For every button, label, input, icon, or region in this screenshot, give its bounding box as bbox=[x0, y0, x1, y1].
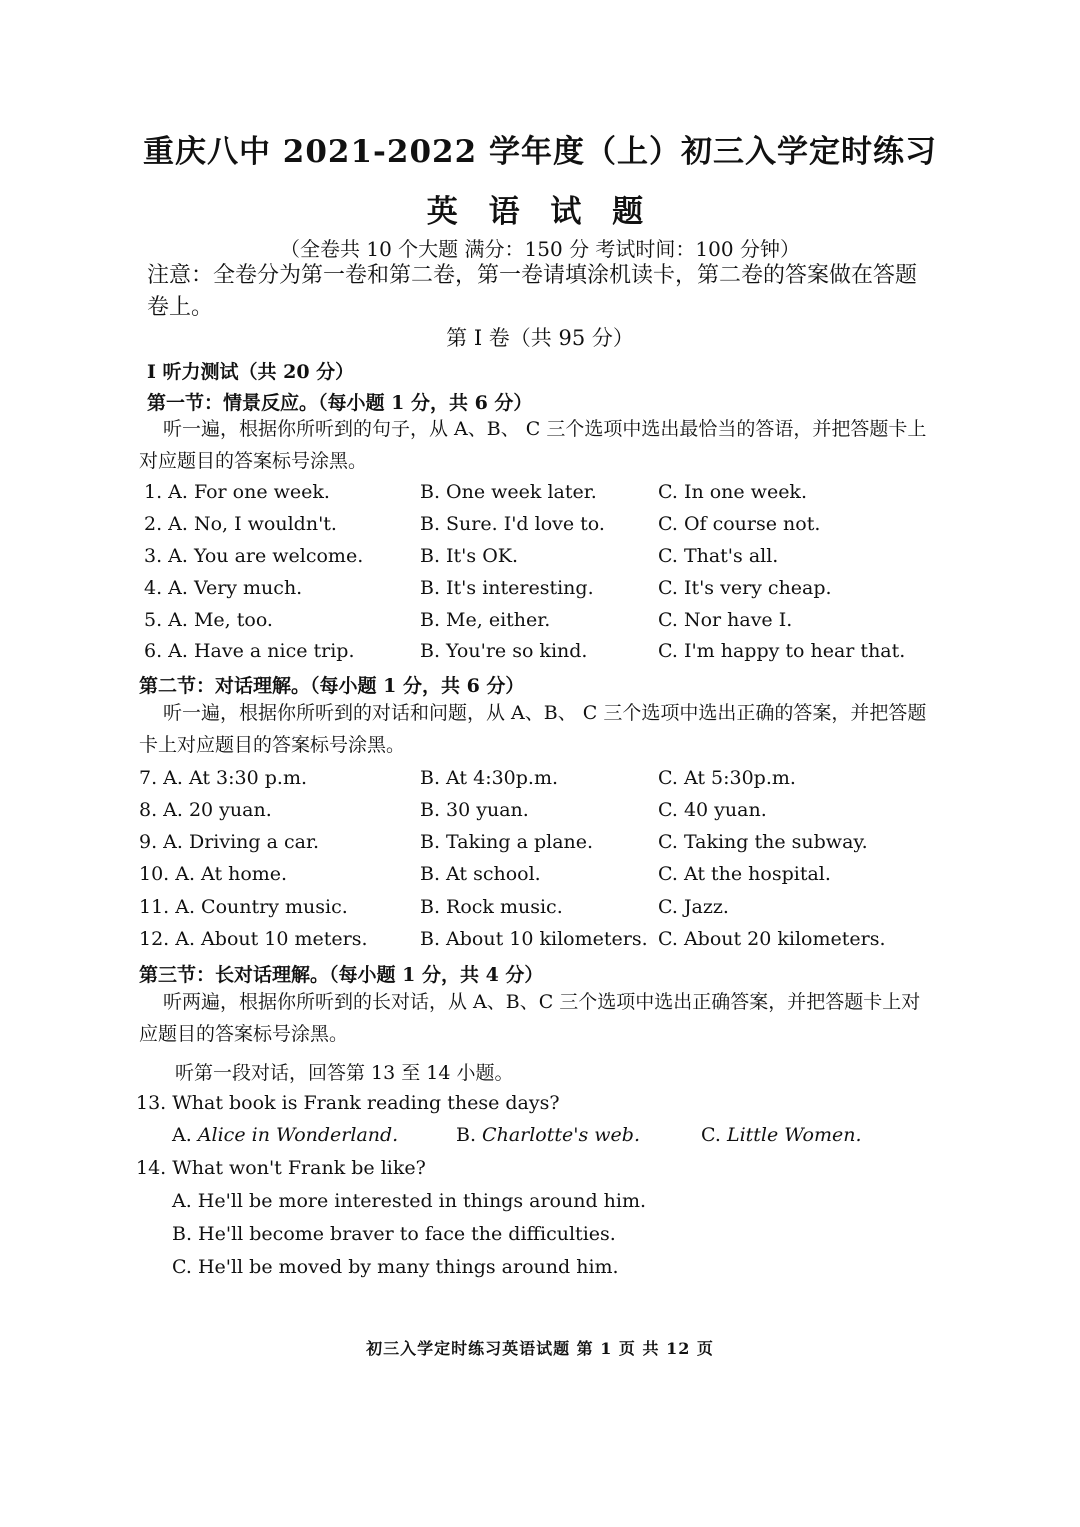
question-option: C. Jazz. bbox=[658, 896, 729, 918]
option-letter: B. bbox=[456, 1124, 483, 1146]
question-option: B. It's OK. bbox=[420, 545, 519, 567]
exam-title: 重庆八中 2021-2022 学年度（上）初三入学定时练习 bbox=[142, 134, 937, 170]
question-option: 8. A. 20 yuan. bbox=[139, 799, 272, 821]
question-option: 10. A. At home. bbox=[139, 863, 288, 885]
question-option: C. About 20 kilometers. bbox=[658, 928, 886, 950]
question-option bbox=[172, 1124, 398, 1146]
sec3-heading: 第三节：长对话理解。（每小题 1 分，共 4 分） bbox=[139, 964, 544, 986]
question-option: C. Of course not. bbox=[658, 513, 821, 535]
section-listening-heading: I 听力测试（共 20 分） bbox=[147, 361, 355, 383]
question-option bbox=[456, 1124, 640, 1146]
question-option: A. He'll be more interested in things around him. bbox=[172, 1190, 647, 1212]
book-title: Little Women. bbox=[726, 1124, 862, 1146]
question-option: B. About 10 kilometers. bbox=[420, 928, 648, 950]
question-option: C. At the hospital. bbox=[658, 863, 831, 885]
sec3-instruction: 听两遍，根据你所听到的长对话，从 A、B、C 三个选项中选出正确答案，并把答题卡上对应题目的答案标号涂黑。 bbox=[139, 991, 921, 1045]
option-letter: A. bbox=[172, 1124, 198, 1146]
question-option: C. 40 yuan. bbox=[658, 799, 767, 821]
question-option: C. Nor have I. bbox=[658, 609, 793, 631]
sec2-instruction: 听一遍，根据你所听到的对话和问题，从 A、B、 C 三个选项中选出正确的答案，并把答题卡上对应题目的答案标号涂黑。 bbox=[139, 702, 927, 756]
question-option: 7. A. At 3:30 p.m. bbox=[139, 767, 307, 789]
question-option: 9. A. Driving a car. bbox=[139, 831, 319, 853]
question-option: B. It's interesting. bbox=[420, 577, 594, 599]
question-option: 3. A. You are welcome. bbox=[144, 545, 364, 567]
question-option: C. At 5:30p.m. bbox=[658, 767, 796, 789]
question-option: C. Taking the subway. bbox=[658, 831, 868, 853]
question-option: 2. A. No, I wouldn't. bbox=[144, 513, 337, 535]
page-footer: 初三入学定时练习英语试题 第 1 页 共 12 页 bbox=[366, 1339, 714, 1358]
question-13-stem: 13. What book is Frank reading these days? bbox=[136, 1092, 560, 1114]
question-option: B. At 4:30p.m. bbox=[420, 767, 559, 789]
question-option bbox=[701, 1124, 862, 1146]
question-option: C. In one week. bbox=[658, 481, 807, 503]
option-letter: C. bbox=[701, 1124, 727, 1146]
book-title: Charlotte's web. bbox=[482, 1124, 640, 1146]
exam-note: 注意：全卷分为第一卷和第二卷，第一卷请填涂机读卡，第二卷的答案做在答题卷上。 bbox=[147, 263, 918, 320]
book-title: Alice in Wonderland. bbox=[197, 1124, 399, 1146]
part-title: 第 I 卷（共 95 分） bbox=[446, 326, 634, 350]
question-option: C. I'm happy to hear that. bbox=[658, 640, 906, 662]
exam-info: （全卷共 10 个大题 满分：150 分 考试时间：100 分钟） bbox=[280, 237, 800, 261]
exam-subtitle: 英 语 试 题 bbox=[426, 194, 654, 230]
question-option: B. Sure. I'd love to. bbox=[420, 513, 605, 535]
question-option: C. He'll be moved by many things around him. bbox=[172, 1256, 619, 1278]
question-option: 11. A. Country music. bbox=[139, 896, 348, 918]
question-option: 5. A. Me, too. bbox=[144, 609, 273, 631]
question-option: B. Me, either. bbox=[420, 609, 551, 631]
question-option: 1. A. For one week. bbox=[144, 481, 330, 503]
sec1-heading: 第一节：情景反应。（每小题 1 分，共 6 分） bbox=[147, 392, 533, 414]
question-option: B. One week later. bbox=[420, 481, 597, 503]
question-option: C. That's all. bbox=[658, 545, 779, 567]
question-option: B. Rock music. bbox=[420, 896, 563, 918]
sec1-instruction: 听一遍，根据你所听到的句子，从 A、B、 C 三个选项中选出最恰当的答语，并把答题卡上对应题目的答案标号涂黑。 bbox=[139, 418, 927, 472]
question-option: B. Taking a plane. bbox=[420, 831, 594, 853]
question-option: B. He'll become braver to face the difficulties. bbox=[172, 1223, 616, 1245]
question-option: B. At school. bbox=[420, 863, 541, 885]
question-option: 12. A. About 10 meters. bbox=[139, 928, 368, 950]
question-option: 6. A. Have a nice trip. bbox=[144, 640, 355, 662]
question-option: C. It's very cheap. bbox=[658, 577, 832, 599]
question-option: B. 30 yuan. bbox=[420, 799, 529, 821]
question-14-stem: 14. What won't Frank be like? bbox=[136, 1157, 426, 1179]
question-option: 4. A. Very much. bbox=[144, 577, 303, 599]
question-option: B. You're so kind. bbox=[420, 640, 588, 662]
sec2-heading: 第二节：对话理解。（每小题 1 分，共 6 分） bbox=[139, 675, 525, 697]
sec3-subheading: 听第一段对话，回答第 13 至 14 小题。 bbox=[175, 1062, 514, 1084]
